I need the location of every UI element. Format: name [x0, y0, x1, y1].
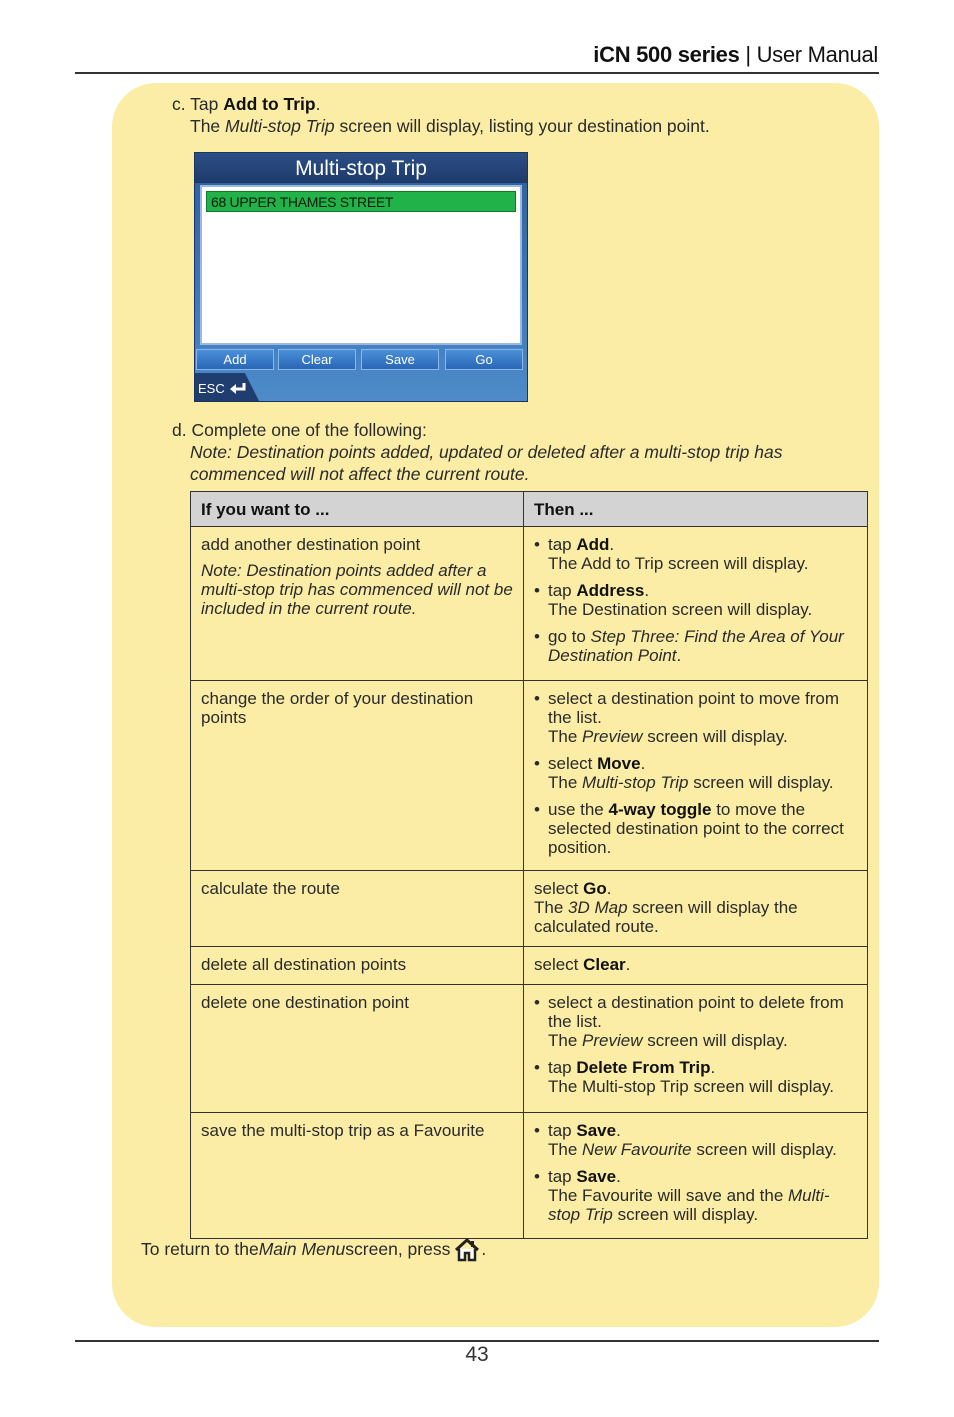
esc-label: ESC: [198, 381, 225, 396]
bullet-bold: Add: [576, 535, 610, 554]
bullet-item: • select Move. The Multi-stop Trip screen will display.: [534, 754, 834, 792]
bullet-sub: The Destination screen will display.: [548, 600, 813, 619]
device-save-button[interactable]: Save: [361, 349, 439, 370]
table-header-row: [191, 492, 868, 527]
destination-list[interactable]: [200, 185, 522, 345]
bullet-sub-italic: New Favourite: [582, 1140, 692, 1159]
bullet-text: select a destination point to move from the list.: [548, 689, 840, 727]
then-sub-italic: 3D Map: [568, 898, 628, 917]
bullet-item: • select a destination point to delete from the list. The Preview screen will display.: [534, 993, 844, 1050]
bullet-italic: Step Three: Find the Area of Your Destination Point: [548, 627, 844, 665]
device-screenshot: [194, 152, 528, 402]
bullet-item: • tap Save. The Favourite will save and the Multi-stop Trip screen will display.: [534, 1167, 830, 1224]
bullet-bold: Save: [576, 1121, 617, 1140]
bullet-item: • tap Add. The Add to Trip screen will display.: [534, 535, 809, 573]
bullet-sub-italic: Preview: [582, 1031, 643, 1050]
bullet-text-end: to move the selected destination point to the correct position.: [548, 800, 844, 857]
step-d-label: d. Complete one of the following:: [172, 420, 427, 440]
bullet-end: .: [616, 1167, 621, 1186]
step-c-screen-name: Multi-stop Trip: [225, 116, 335, 136]
table-row: [191, 681, 868, 871]
return-period: .: [481, 1238, 487, 1259]
bullet-item: • tap Address. The Destination screen will display.: [534, 581, 813, 619]
bullet-sub: The Add to Trip screen will display.: [548, 554, 809, 573]
bullet-end: .: [609, 535, 615, 554]
bullet-sub: The Favourite will save and the: [548, 1186, 789, 1205]
table-cell-want: [191, 1113, 524, 1239]
bullet-bold: Move: [597, 754, 641, 773]
want-text: add another destination point: [201, 535, 421, 554]
want-text: save the multi-stop trip as a Favourite: [201, 1121, 485, 1140]
step-d: [172, 419, 782, 485]
table-cell-then: [524, 527, 868, 681]
bullet-sub-italic: Multi-stop Trip: [548, 1186, 830, 1224]
then-bold: Go: [583, 879, 607, 898]
device-add-button[interactable]: Add: [196, 349, 274, 370]
return-arrow-icon: [229, 382, 247, 396]
bullet-bold: 4-way toggle: [608, 800, 712, 819]
page-number: 43: [465, 1343, 489, 1366]
bullet-text: tap: [548, 1058, 577, 1077]
want-text: delete one destination point: [201, 993, 409, 1012]
bullet-end: .: [710, 1058, 716, 1077]
table-cell-then: [524, 1113, 868, 1239]
want-text: calculate the route: [201, 879, 340, 898]
bullet-sub: The: [548, 1031, 583, 1050]
bullet-item: • tap Save. The New Favourite screen will display.: [534, 1121, 837, 1159]
bullet-text: tap: [548, 1167, 577, 1186]
bullet-item: • select a destination point to move from the list. The Preview screen will display.: [534, 689, 840, 746]
then-sub-end: screen will display the calculated route.: [534, 898, 798, 936]
bullet-text: select: [548, 754, 598, 773]
then-text: select: [534, 879, 584, 898]
want-text: change the order of your destination points: [201, 689, 474, 727]
header-rule: [75, 72, 879, 74]
bullet-item: • tap Delete From Trip. The Multi-stop Trip screen will display.: [534, 1058, 834, 1096]
bullet-sub: The: [548, 1140, 583, 1159]
bullet-bold: Save: [576, 1167, 617, 1186]
step-c: [172, 93, 710, 137]
manual-product-name: iCN 500 series: [593, 42, 740, 67]
table-cell-want: [191, 947, 524, 985]
table-cell-then: [524, 681, 868, 871]
bullet-item: • go to Step Three: Find the Area of Your Destination Point.: [534, 627, 844, 665]
then-sub: The: [534, 898, 569, 917]
step-d-note-line1: Note: Destination points added, updated or deleted after a multi-stop trip has: [190, 442, 783, 462]
table-cell-want: [191, 527, 524, 681]
step-c-period: .: [315, 94, 321, 114]
table-cell-then: [524, 947, 868, 985]
then-end: .: [606, 879, 612, 898]
device-clear-button[interactable]: Clear: [278, 349, 356, 370]
table-row: [191, 947, 868, 985]
return-instruction: [141, 1238, 486, 1260]
bullet-text: tap: [548, 1121, 577, 1140]
table-cell-then: [524, 871, 868, 947]
step-d-note-line2: commenced will not affect the current route.: [190, 464, 530, 484]
step-c-label: c. Tap: [172, 94, 224, 114]
bullet-sub-end: screen will display.: [642, 1031, 788, 1050]
step-c-text-end: screen will display, listing your destination point.: [334, 116, 710, 136]
destination-list-item[interactable]: 68 UPPER THAMES STREET: [206, 191, 516, 212]
bullet-sub-end: screen will display.: [642, 727, 788, 746]
bullet-end: .: [616, 1121, 621, 1140]
bullet-sub-italic: Preview: [582, 727, 643, 746]
bullet-bold: Address: [576, 581, 645, 600]
return-text-end: screen, press: [345, 1238, 451, 1259]
table-header-then: Then ...: [524, 492, 868, 527]
device-go-button[interactable]: Go: [445, 349, 523, 370]
bullet-end: .: [640, 754, 646, 773]
device-esc-button[interactable]: [198, 379, 247, 399]
want-text: delete all destination points: [201, 955, 407, 974]
options-table: [190, 491, 868, 1239]
bullet-text: go to: [548, 627, 591, 646]
bullet-text: use the: [548, 800, 609, 819]
manual-title: User Manual: [756, 42, 878, 67]
then-end: .: [625, 955, 631, 974]
bullet-text: select a destination point to delete from the list.: [548, 993, 844, 1031]
bullet-sub-end: screen will display.: [612, 1205, 759, 1224]
bullet-item: • use the 4-way toggle to move the selected destination point to the correct position.: [534, 800, 844, 857]
bullet-bold: Delete From Trip: [576, 1058, 711, 1077]
want-note: Note: Destination points added after a multi-stop trip has commenced will not be included in the current route.: [201, 561, 513, 618]
device-title: Multi-stop Trip: [195, 153, 527, 183]
step-c-action: Add to Trip: [223, 94, 316, 114]
table-header-want: If you want to ...: [191, 492, 524, 527]
then-bold: Clear: [583, 955, 626, 974]
bullet-sub: The: [548, 773, 583, 792]
bullet-text: tap: [548, 581, 577, 600]
table-row: [191, 1113, 868, 1239]
table-cell-want: [191, 681, 524, 871]
table-cell-want: [191, 985, 524, 1113]
home-icon: [454, 1238, 480, 1262]
table-row: [191, 527, 868, 681]
footer-rule: [75, 1340, 879, 1342]
step-c-text: The: [190, 116, 226, 136]
table-row: [191, 871, 868, 947]
bullet-sub-end: screen will display.: [691, 1140, 837, 1159]
bullet-end: .: [644, 581, 650, 600]
table-cell-then: [524, 985, 868, 1113]
table-row: [191, 985, 868, 1113]
header-separator: |: [739, 42, 757, 67]
bullet-end: .: [676, 646, 682, 665]
bullet-sub: The: [548, 727, 583, 746]
bullet-sub: The Multi-stop Trip screen will display.: [548, 1077, 834, 1096]
bullet-text: tap: [548, 535, 577, 554]
main-menu-label: Main Menu: [258, 1238, 346, 1259]
page-header: [593, 42, 878, 68]
table-cell-want: [191, 871, 524, 947]
bullet-sub-end: screen will display.: [688, 773, 834, 792]
return-text: To return to the: [141, 1238, 259, 1259]
bullet-sub-italic: Multi-stop Trip: [582, 773, 689, 792]
then-text: select: [534, 955, 584, 974]
